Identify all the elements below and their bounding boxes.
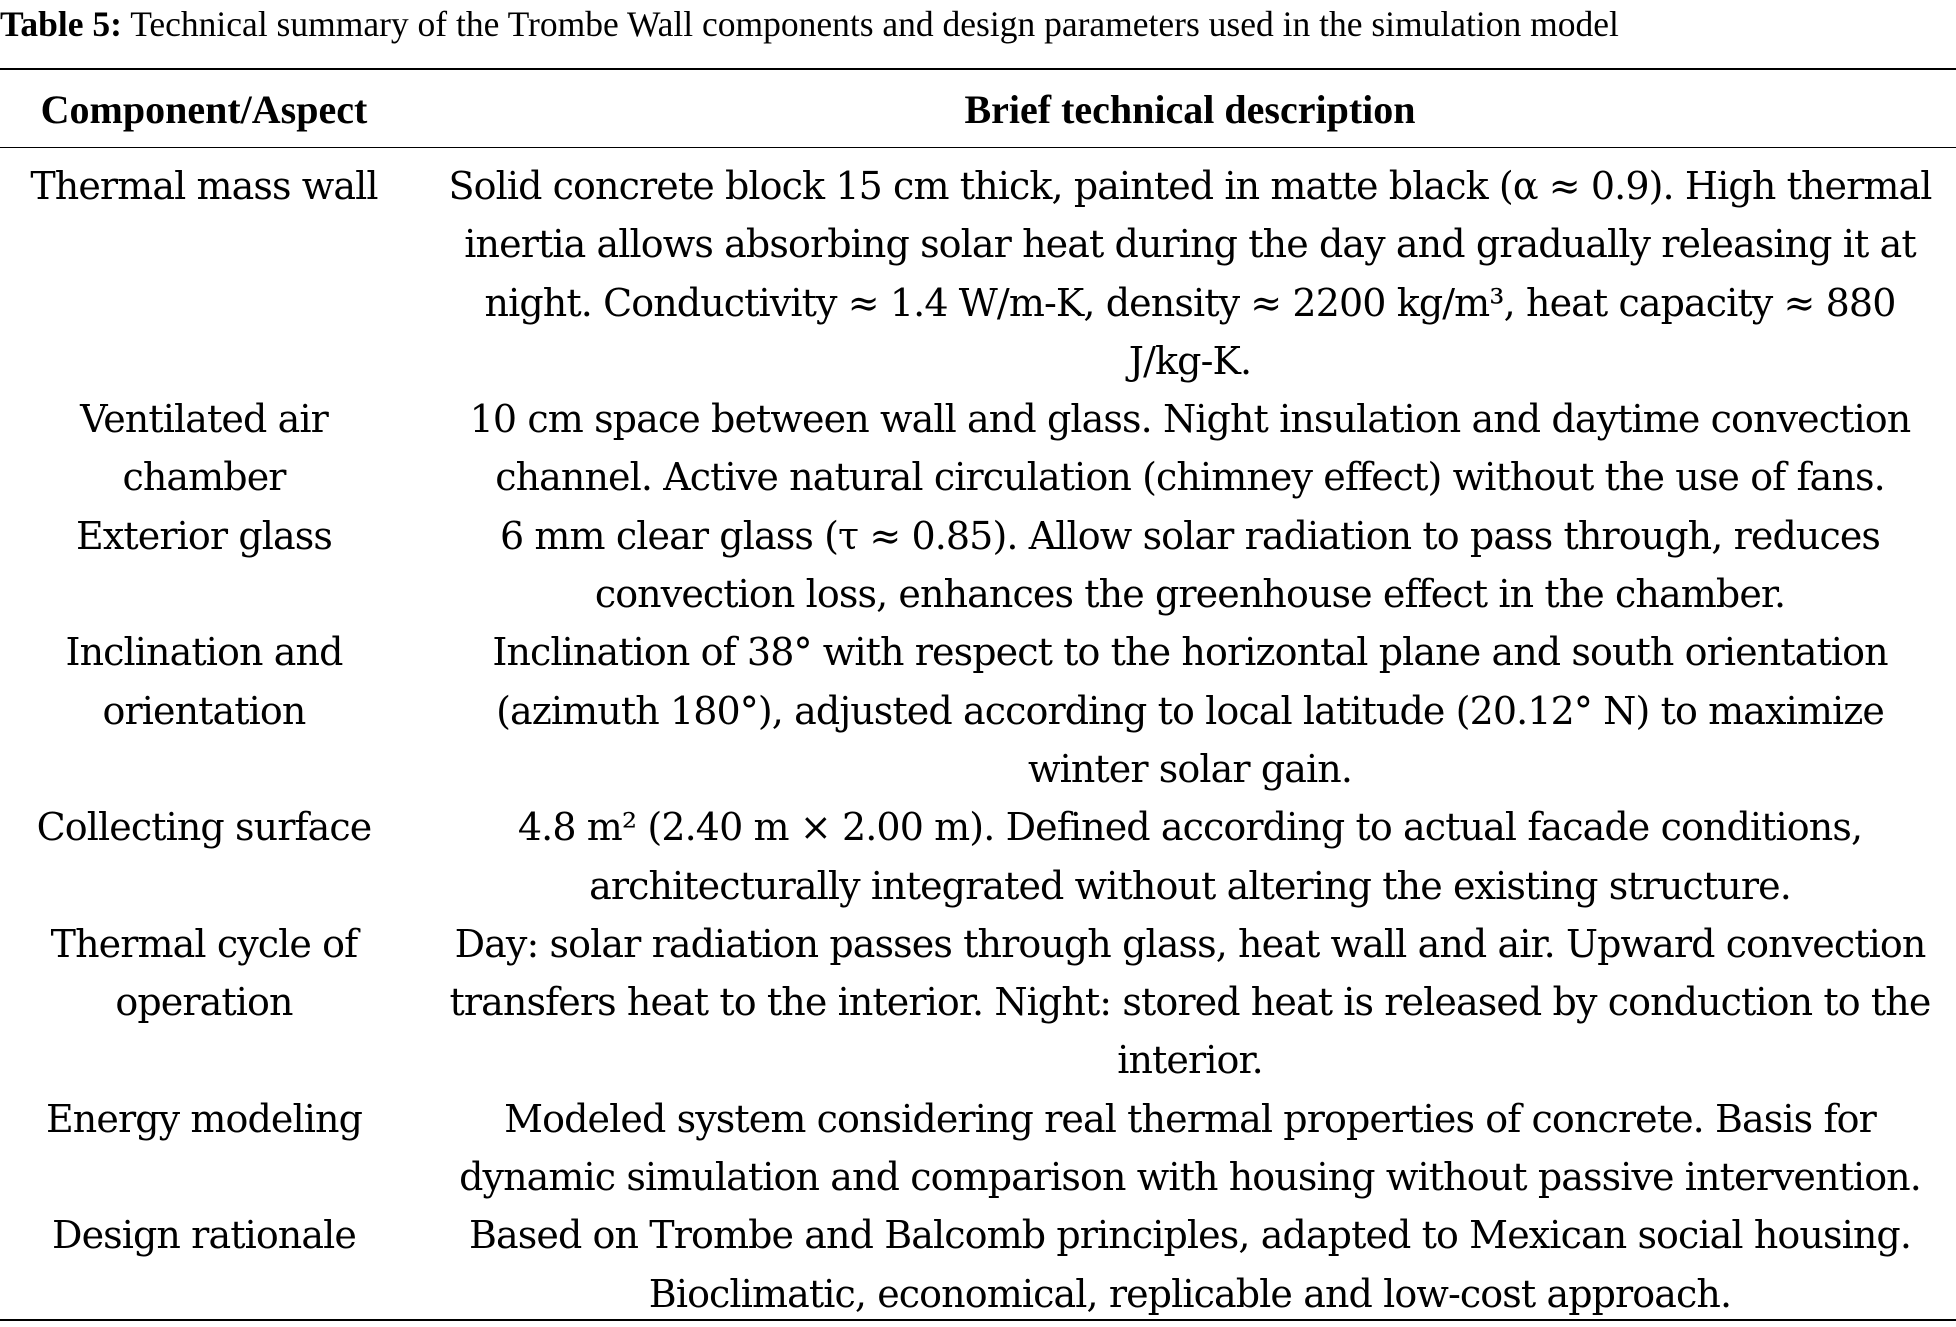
table-caption <box>0 4 1956 44</box>
cell-line: dynamic simulation and comparison with housing without passive intervention. <box>459 1155 1921 1200</box>
table-cell-component <box>0 915 408 1032</box>
cell-line: Based on Trombe and Balcomb principles, adapted to Mexican social housing. <box>468 1213 1912 1258</box>
cell-line: Solid concrete block 15 cm thick, painted in matte black (α ≈ 0.9). High thermal <box>448 164 1932 208</box>
table-cell-component <box>0 1206 408 1264</box>
cell-line: architecturally integrated without altering the existing structure. <box>589 863 1791 908</box>
table-cell-component <box>0 798 408 856</box>
table-bottom-rule <box>0 1319 1956 1321</box>
table-cell-description <box>424 507 1956 624</box>
table-cell-description <box>424 915 1956 1090</box>
table-cell-component <box>0 390 408 507</box>
column-header-description: Brief technical description <box>964 87 1416 132</box>
cell-line: Energy modeling <box>45 1096 363 1141</box>
cell-line: 6 mm clear glass (τ ≈ 0.85). Allow solar radiation to pass through, reduces <box>499 513 1881 558</box>
table-cell-component <box>0 507 408 565</box>
table-cell-description <box>424 1090 1956 1207</box>
cell-line: Design rationale <box>52 1213 356 1258</box>
cell-line: Modeled system considering real thermal properties of concrete. Basis for <box>504 1096 1876 1141</box>
cell-line: Thermal mass wall <box>30 164 378 208</box>
table-header-rule <box>0 147 1956 148</box>
table-cell-description <box>424 798 1956 915</box>
table-cell-component <box>0 1090 408 1148</box>
cell-line: Bioclimatic, economical, replicable and low-cost approach. <box>648 1271 1732 1316</box>
cell-line: Collecting surface <box>36 805 372 850</box>
cell-line: channel. Active natural circulation (chimney effect) without the use of fans. <box>495 455 1885 500</box>
column-header-component: Component/Aspect <box>40 87 368 132</box>
cell-line: 4.8 m² (2.40 m × 2.00 m). Defined according to actual facade conditions, <box>517 805 1863 850</box>
cell-line: Exterior glass <box>76 513 332 558</box>
table-top-rule <box>0 68 1956 70</box>
cell-line: transfers heat to the interior. Night: stored heat is released by conduction to the <box>449 980 1931 1025</box>
table-cell-description <box>424 623 1956 798</box>
table-cell-description <box>424 157 1956 390</box>
cell-line: interior. <box>1117 1038 1263 1083</box>
cell-line: chamber <box>122 455 286 500</box>
table-cell-component <box>0 157 408 215</box>
cell-line: Ventilated air <box>80 397 328 442</box>
cell-line: inertia allows absorbing solar heat during the day and gradually releasing it at <box>464 222 1916 267</box>
cell-line: Day: solar radiation passes through glass, heat wall and air. Upward convection <box>454 921 1926 966</box>
cell-line: (azimuth 180°), adjusted according to local latitude (20.12° N) to maximize <box>496 688 1884 733</box>
table-cell-component <box>0 623 408 740</box>
table-caption-text: Technical summary of the Trombe Wall components and design parameters used in the simulation model <box>121 4 1619 44</box>
cell-line: Thermal cycle of <box>50 921 358 966</box>
cell-line: night. Conductivity ≈ 1.4 W/m-K, density ≈ 2200 kg/m³, heat capacity ≈ 880 <box>484 280 1896 325</box>
table-cell-description <box>424 1206 1956 1323</box>
cell-line: J/kg-K. <box>1128 338 1252 383</box>
cell-line: Inclination of 38° with respect to the horizontal plane and south orientation <box>492 630 1888 675</box>
cell-line: orientation <box>102 688 306 733</box>
cell-line: Inclination and <box>65 630 343 675</box>
table-cell-description <box>424 390 1956 507</box>
cell-line: convection loss, enhances the greenhouse effect in the chamber. <box>594 572 1786 617</box>
cell-line: winter solar gain. <box>1027 746 1353 791</box>
table-caption-label: Table 5: <box>0 4 122 44</box>
cell-line: 10 cm space between wall and glass. Night insulation and daytime convection <box>469 397 1911 442</box>
cell-line: operation <box>115 980 293 1025</box>
